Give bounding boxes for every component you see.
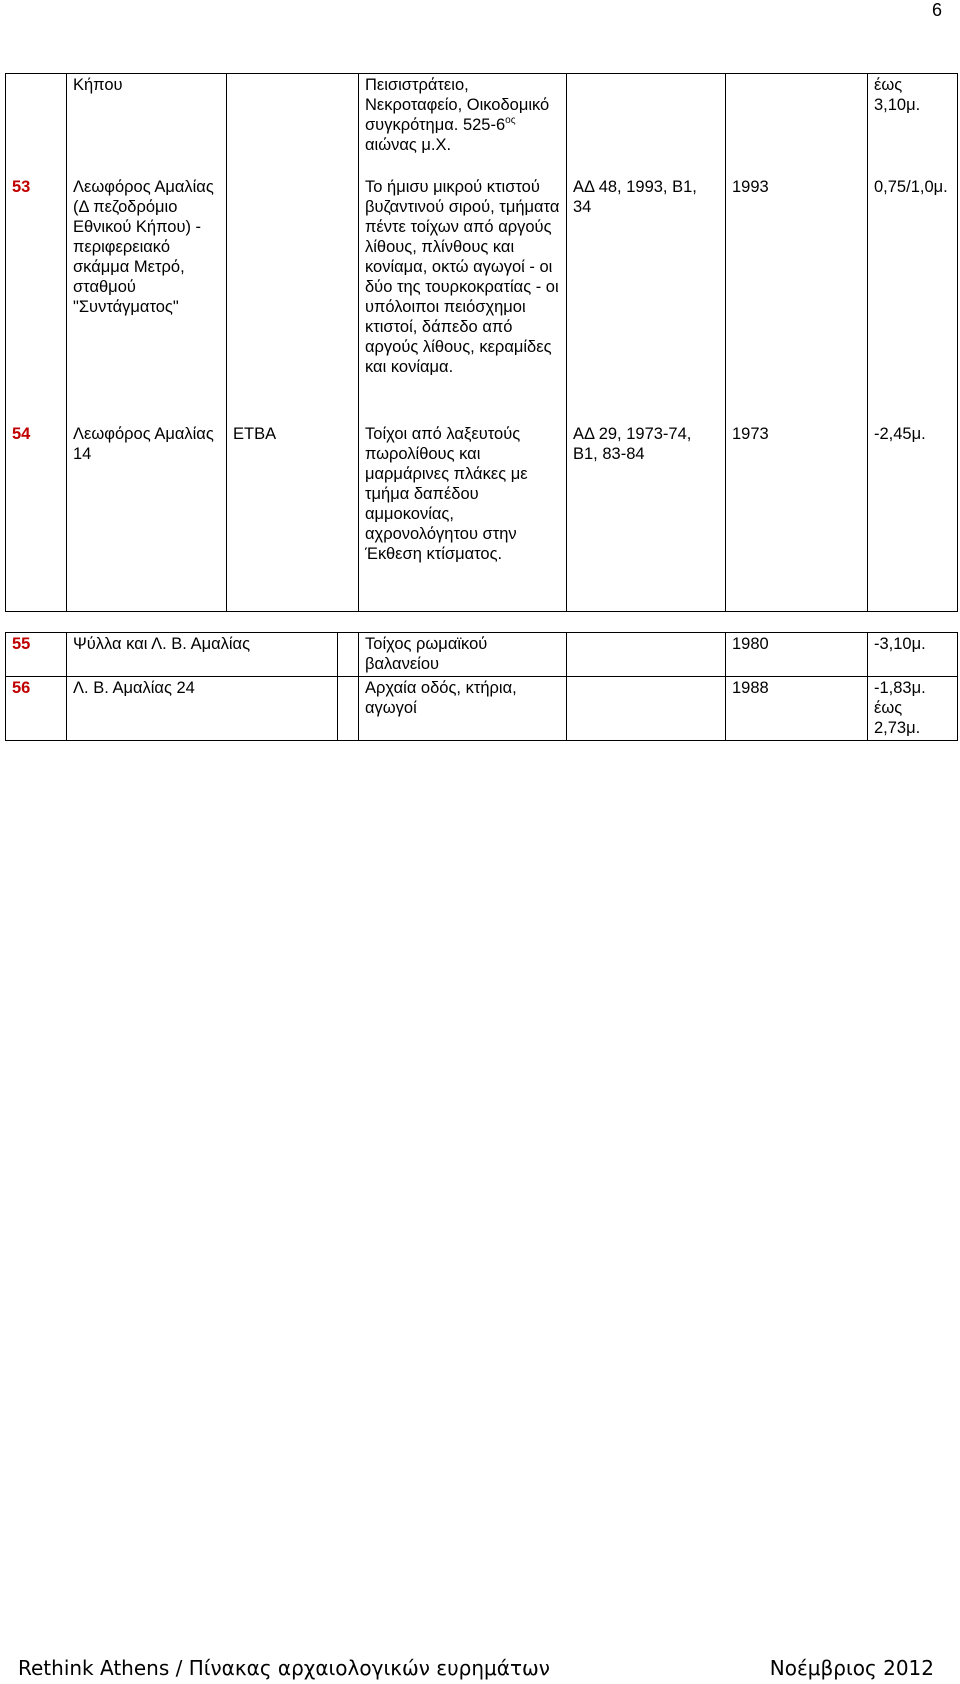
footer-date: Νοέμβριος 2012: [769, 1656, 934, 1680]
description-text: Τοίχος ρωμαϊκού βαλανείου: [365, 635, 488, 673]
cell-reference: [567, 74, 726, 176]
cell-depth: [868, 423, 958, 612]
description-text: Το ήμισυ μικρού κτιστού βυζαντινού σιρού, τμήματα πέντε τοίχων από αργούς λίθους, πλίνθους και κονίαμα, οκτώ αγωγοί - οι δύο της τουρκοκρατίας - οι υπόλοιποι πειόσχημοι κτιστοί, δάπεδο από αργούς λίθους, κεραμίδες και κονίαμα.: [365, 177, 560, 376]
cell-owner: [227, 423, 359, 612]
table-row: [6, 633, 958, 677]
cell-depth: [868, 74, 958, 176]
cell-num: [6, 423, 67, 612]
table-row: [6, 176, 958, 423]
table-row: [6, 677, 958, 741]
cell-owner: [338, 633, 359, 677]
description-text: Αρχαία οδός, κτήρια, αγωγοί: [365, 679, 517, 717]
cell-reference: [567, 677, 726, 741]
cell-owner: [227, 74, 359, 176]
row-number: 55: [12, 635, 31, 653]
cell-location: [67, 176, 227, 423]
year-text: 1993: [732, 177, 769, 196]
description-text: Πεισιστράτειο, Νεκροταφείο, Οικοδομικό συγκρότημα. 525-6: [365, 76, 550, 134]
page-footer: [18, 1656, 934, 1680]
table-row-continuation: [6, 74, 958, 176]
reference-text: ΑΔ 48, 1993, Β1, 34: [573, 177, 697, 216]
cell-description: [359, 176, 567, 423]
location-text: Λεωφόρος Αμαλίας (Δ πεζοδρόμιο Εθνικού Κήπου) - περιφερειακό σκάμμα Μετρό, σταθμού "Συντάγματος": [73, 177, 214, 316]
year-text: 1973: [732, 424, 769, 443]
cell-location: [67, 423, 227, 612]
cell-owner: [338, 677, 359, 741]
cell-num: [6, 677, 67, 741]
depth-text: έως 3,10μ.: [874, 76, 921, 114]
description-text: Τοίχοι από λαξευτούς πωρολίθους και μαρμάρινες πλάκες με τμήμα δαπέδου αμμοκονίας, αχρονολόγητου στην Έκθεση κτίσματος.: [365, 424, 528, 563]
findings-table-1: [5, 73, 958, 612]
depth-text: -2,45μ.: [874, 424, 926, 443]
cell-num: [6, 633, 67, 677]
year-text: 1988: [732, 679, 769, 697]
cell-location: [67, 633, 338, 677]
owner-text: ΕΤΒΑ: [233, 424, 277, 443]
depth-text: -1,83μ. έως 2,73μ.: [874, 679, 926, 737]
cell-year: [726, 677, 868, 741]
cell-description: [359, 74, 567, 176]
cell-year: [726, 74, 868, 176]
cell-year: [726, 633, 868, 677]
depth-text: -3,10μ.: [874, 635, 926, 653]
depth-text: 0,75/1,0μ.: [874, 177, 948, 196]
table-row: [6, 423, 958, 612]
row-number: 56: [12, 679, 31, 697]
cell-depth: [868, 677, 958, 741]
findings-table-2: [5, 632, 958, 741]
cell-depth: [868, 176, 958, 423]
description-sup: ος: [505, 115, 516, 126]
row-number: 54: [12, 424, 31, 443]
location-text: Κήπου: [73, 76, 123, 94]
cell-description: [359, 423, 567, 612]
reference-text: ΑΔ 29, 1973-74, Β1, 83-84: [573, 424, 692, 463]
cell-num: [6, 74, 67, 176]
cell-year: [726, 423, 868, 612]
cell-location: [67, 677, 338, 741]
cell-depth: [868, 633, 958, 677]
location-text: Ψύλλα και Λ. Β. Αμαλίας: [73, 635, 251, 653]
location-text: Λεωφόρος Αμαλίας 14: [73, 424, 214, 463]
cell-num: [6, 176, 67, 423]
cell-year: [726, 176, 868, 423]
cell-owner: [227, 176, 359, 423]
cell-reference: [567, 633, 726, 677]
page-number: 6: [931, 0, 942, 20]
location-text: Λ. Β. Αμαλίας 24: [73, 679, 195, 697]
cell-description: [359, 677, 567, 741]
cell-reference: [567, 176, 726, 423]
row-number: 53: [12, 177, 31, 196]
footer-title: Rethink Athens / Πίνακας αρχαιολογικών ευρημάτων: [18, 1656, 550, 1680]
description-tail: αιώνας μ.Χ.: [365, 136, 452, 154]
cell-description: [359, 633, 567, 677]
cell-location: [67, 74, 227, 176]
year-text: 1980: [732, 635, 769, 653]
cell-reference: [567, 423, 726, 612]
